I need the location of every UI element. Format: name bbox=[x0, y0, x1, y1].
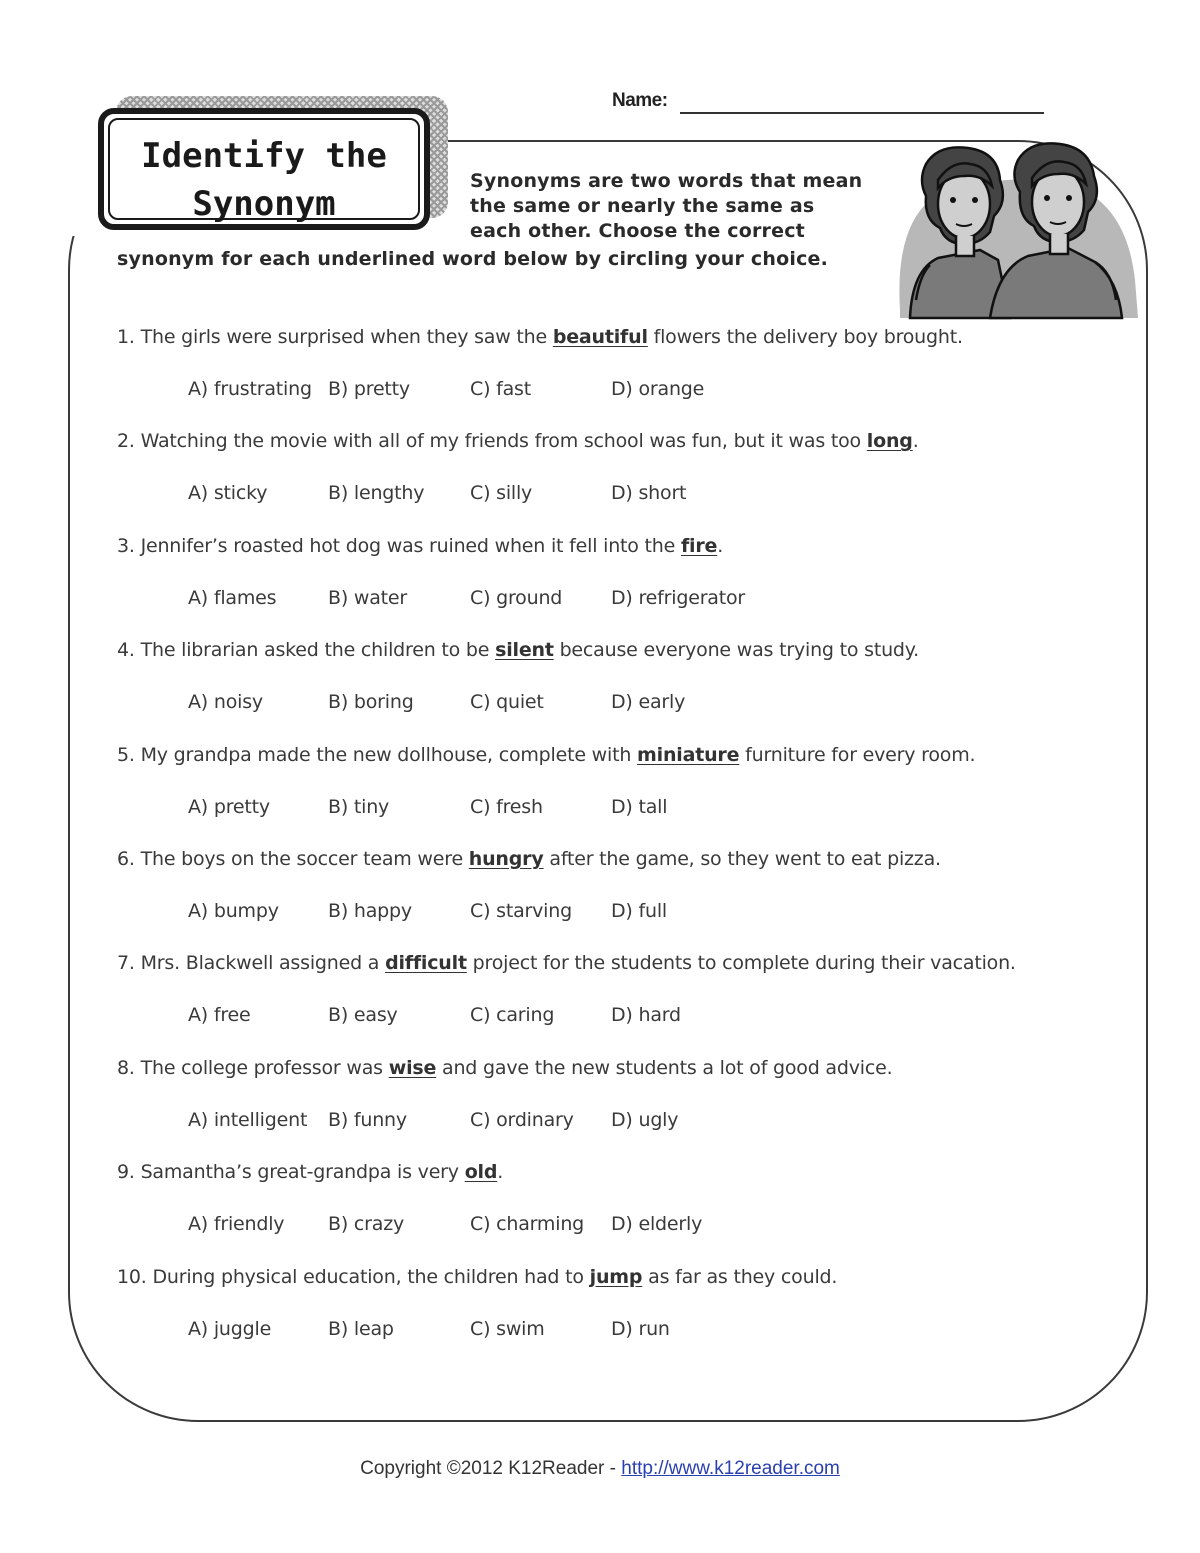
question-text: 1. The girls were surprised when they saw the bbox=[117, 326, 553, 348]
answer-choice[interactable]: D) orange bbox=[611, 378, 705, 400]
answer-choice[interactable]: A) free bbox=[188, 1004, 251, 1027]
question-8 bbox=[117, 1057, 892, 1079]
name-line[interactable] bbox=[680, 112, 1044, 114]
answer-choice[interactable]: A) bumpy bbox=[188, 900, 279, 922]
answer-choice[interactable]: D) refrigerator bbox=[611, 586, 746, 609]
answer-choice[interactable]: D) short bbox=[611, 482, 687, 505]
answer-choice[interactable]: C) ground bbox=[470, 586, 563, 609]
underlined-word: fire bbox=[680, 534, 718, 557]
question-4 bbox=[117, 639, 919, 661]
question-text: 7. Mrs. Blackwell assigned a bbox=[117, 952, 386, 975]
answer-choice[interactable]: C) caring bbox=[470, 1004, 555, 1027]
answer-choice[interactable]: A) sticky bbox=[188, 482, 268, 505]
underlined-word: miniature bbox=[637, 743, 740, 766]
answer-choice[interactable]: D) run bbox=[611, 1317, 670, 1340]
question-text-end: furniture for every room. bbox=[739, 743, 976, 766]
question-text: 9. Samantha’s great-grandpa is very bbox=[117, 1161, 465, 1184]
answer-choice[interactable]: D) ugly bbox=[611, 1108, 679, 1131]
underlined-word: silent bbox=[495, 639, 554, 662]
answer-choice[interactable]: A) friendly bbox=[188, 1213, 285, 1236]
question-9 bbox=[117, 1161, 503, 1183]
intro-line-1: Synonyms are two words that mean bbox=[470, 170, 863, 192]
underlined-word: long bbox=[866, 430, 913, 453]
title-line-1: Identify the bbox=[141, 136, 387, 176]
answer-choice[interactable]: D) full bbox=[611, 900, 667, 922]
question-5 bbox=[117, 744, 975, 766]
intro-line-3: each other. Choose the correct bbox=[470, 220, 805, 242]
title-box bbox=[98, 108, 430, 230]
intro-line-2: the same or nearly the same as bbox=[470, 195, 815, 217]
question-text-end: as far as they could. bbox=[642, 1265, 838, 1288]
answer-choice[interactable]: C) fast bbox=[470, 378, 531, 400]
question-1 bbox=[117, 326, 963, 348]
underlined-word: hungry bbox=[468, 848, 544, 870]
question-6 bbox=[117, 848, 941, 870]
answer-choice[interactable]: A) pretty bbox=[188, 795, 270, 818]
question-text-end: project for the students to complete during their vacation. bbox=[466, 952, 1016, 975]
question-text-end: . bbox=[497, 1161, 504, 1184]
question-text-end: flowers the delivery boy brought. bbox=[647, 326, 963, 348]
underlined-word: old bbox=[464, 1161, 498, 1184]
answer-choice[interactable]: D) hard bbox=[611, 1004, 681, 1027]
answer-choice[interactable]: C) starving bbox=[470, 900, 572, 922]
question-text-end: . bbox=[912, 430, 919, 453]
answer-choice[interactable]: C) fresh bbox=[470, 795, 543, 818]
underlined-word: jump bbox=[589, 1265, 643, 1288]
answer-choice[interactable]: B) leap bbox=[328, 1317, 394, 1340]
underlined-word: beautiful bbox=[552, 326, 648, 348]
answer-choice[interactable]: D) elderly bbox=[611, 1213, 703, 1236]
answer-choice[interactable]: B) water bbox=[328, 586, 408, 609]
answer-choice[interactable]: B) crazy bbox=[328, 1213, 405, 1236]
answer-choice[interactable]: B) lengthy bbox=[328, 482, 425, 505]
question-7 bbox=[117, 952, 1016, 974]
question-text: 8. The college professor was bbox=[117, 1056, 389, 1079]
underlined-word: wise bbox=[388, 1056, 437, 1079]
k12reader-link[interactable]: http://www.k12reader.com bbox=[621, 1458, 840, 1479]
answer-choice[interactable]: C) ordinary bbox=[470, 1108, 574, 1131]
copyright-footer bbox=[0, 1458, 1200, 1480]
question-text-end: because everyone was trying to study. bbox=[553, 639, 919, 662]
answer-choice[interactable]: B) happy bbox=[328, 900, 412, 922]
question-text: 4. The librarian asked the children to be bbox=[117, 639, 496, 662]
answer-choice[interactable]: C) silly bbox=[470, 482, 533, 505]
twins-illustration bbox=[890, 140, 1140, 320]
title-line-2: Synonym bbox=[192, 184, 336, 224]
copyright-text: Copyright ©2012 K12Reader - bbox=[360, 1458, 622, 1479]
question-text-end: . bbox=[717, 534, 724, 557]
answer-choice[interactable]: B) easy bbox=[328, 1004, 398, 1027]
answer-choice[interactable]: A) frustrating bbox=[188, 378, 312, 400]
answer-choice[interactable]: A) noisy bbox=[188, 691, 263, 714]
question-text: 10. During physical education, the children had to bbox=[117, 1265, 590, 1288]
answer-choice[interactable]: C) charming bbox=[470, 1213, 585, 1236]
question-text: 3. Jennifer’s roasted hot dog was ruined when it fell into the bbox=[117, 534, 681, 557]
answer-choice[interactable]: B) tiny bbox=[328, 795, 390, 818]
answer-choice[interactable]: D) tall bbox=[611, 795, 668, 818]
answer-choice[interactable]: B) pretty bbox=[328, 378, 410, 400]
answer-choice[interactable]: A) intelligent bbox=[188, 1108, 308, 1131]
answer-choice[interactable]: B) boring bbox=[328, 691, 414, 714]
intro-line-4: synonym for each underlined word below by circling your choice. bbox=[117, 248, 829, 270]
answer-choice[interactable]: A) juggle bbox=[188, 1317, 272, 1340]
question-text: 2. Watching the movie with all of my friends from school was fun, but it was too bbox=[117, 430, 867, 453]
question-3 bbox=[117, 535, 723, 557]
answer-choice[interactable]: B) funny bbox=[328, 1108, 407, 1131]
answer-choice[interactable]: A) flames bbox=[188, 586, 277, 609]
underlined-word: difficult bbox=[385, 952, 467, 975]
question-10 bbox=[117, 1266, 837, 1288]
answer-choice[interactable]: C) quiet bbox=[470, 691, 544, 714]
answer-choice[interactable]: D) early bbox=[611, 691, 686, 714]
question-text-end: and gave the new students a lot of good advice. bbox=[436, 1056, 893, 1079]
question-text-end: after the game, so they went to eat pizza. bbox=[543, 848, 941, 870]
name-label: Name: bbox=[612, 90, 668, 111]
question-text: 5. My grandpa made the new dollhouse, complete with bbox=[117, 743, 638, 766]
answer-choice[interactable]: C) swim bbox=[470, 1317, 545, 1340]
question-2 bbox=[117, 430, 919, 452]
question-text: 6. The boys on the soccer team were bbox=[117, 848, 469, 870]
